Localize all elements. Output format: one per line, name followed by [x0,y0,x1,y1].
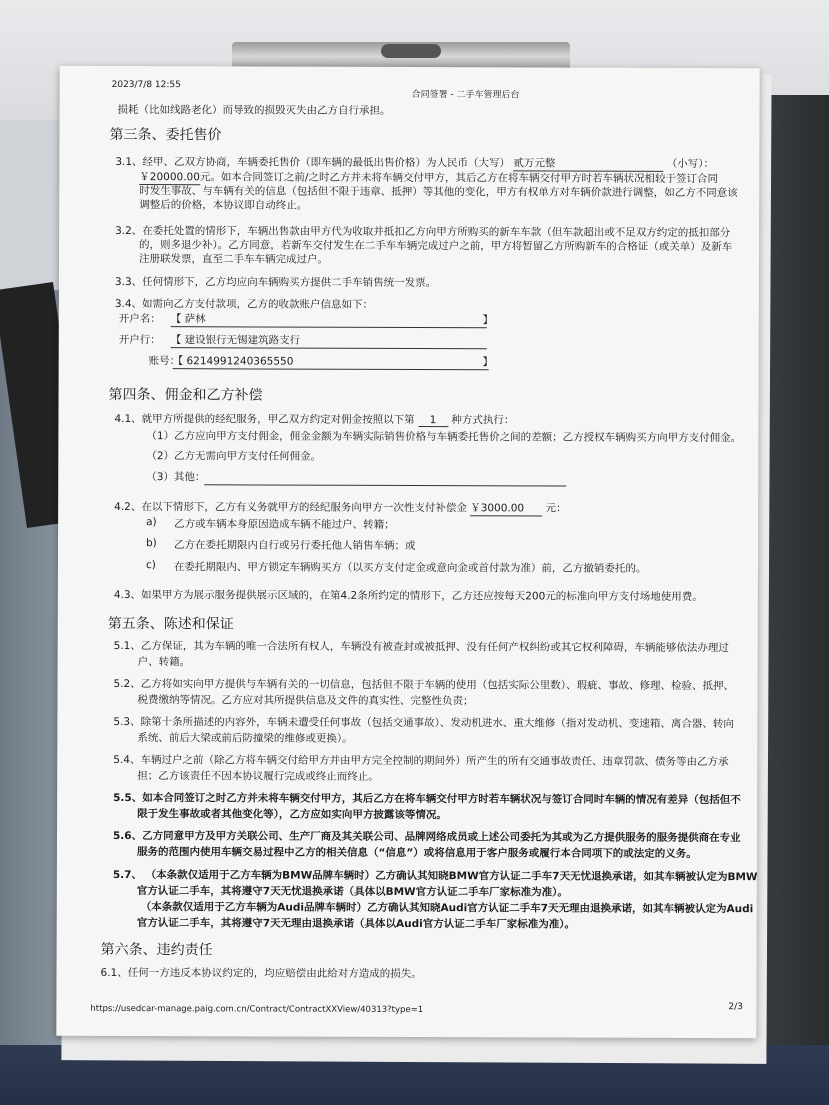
clause-3-1-line: 时发生事故、与车辆有关的信息（包括但不限于违章、抵押）等其他的变化，甲方有权单方对车辆价款进行调整，如乙方不同意该 [139,185,738,200]
contract-page [56,66,759,1038]
section-heading: 第六条、违约责任 [100,941,213,959]
clause-5-7-line: 5.7、 （本条款仅适用于乙方车辆为BMW品牌车辆时）乙方确认其知晓BMW官方认证二手车7天无忧退换承诺，如其车辆被认定为BMW [112,868,758,884]
print-date: 2023/7/8 12:55 [111,79,181,91]
clause-5-1-line: 5.1、乙方保证，其为车辆的唯一合法所有权人，车辆没有被查封或被抵押、没有任何产权纠纷或其它权利障碍，车辆能够依法办理过 [113,639,729,655]
bracket-close: 】 [482,356,494,369]
list-item: 乙方在委托期限内自行或另行委托他人销售车辆；或 [174,539,416,553]
amount-figures: ￥20000.00 [139,171,200,184]
list-marker: a) [146,516,157,529]
clause-3-1-line: 3.1、经甲、乙双方协商，车辆委托售价（即车辆的最低出售价格）为人民币（大写） 贰万元整 （小写）： [115,155,715,171]
clause-5-2-line: 5.2、乙方将如实向甲方提供与车辆有关的一切信息，包括但不限于车辆的使用（包括实际公里数）、瑕疵、事故、修理、检验、抵押、 [113,677,735,693]
clause-3-2-line: 3.2、在委托处置的情形下，车辆出售款由甲方代为收取并抵扣乙方向甲方所购买的新车车款（但车款超出或不足双方约定的抵扣部分 [115,224,731,240]
section-heading: 第三条、委托售价 [109,126,222,144]
account-bank-underline [171,347,487,349]
print-title: 合同签署 - 二手车管理后台 [411,90,520,101]
clipboard-hole [381,44,441,58]
section-heading: 第五条、陈述和保证 [107,615,234,633]
clause-5-4-line: 5.4、车辆过户之前（除乙方将车辆交付给甲方并由甲方完全控制的期间外）所产生的所有交通事故责任、违章罚款、债务等由乙方承 [113,753,729,769]
account-number-label: 账号： [148,355,181,368]
clause-5-7-line: 官方认证二手车，其将遵守7天无理由退换承诺（具体以Audi官方认证二手车厂家标准为准）。 [136,917,576,931]
page-number: 2/3 [728,1002,743,1013]
section-heading: 第四条、佣金和乙方补偿 [108,386,263,404]
clause-3-2-line: 的，则多退少补）。乙方同意，若新车交付发生在二手车车辆完成过户之前，甲方将暂留乙方所购新车的合格证（或关单）及新车 [139,239,733,254]
account-number-underline [173,368,489,370]
clause-5-7-line: 官方认证二手车，其将遵守7天无忧退换承诺（具体以BMW官方认证二手车厂家标准为准）。 [136,885,568,899]
clause-4-3: 4.3、如果甲方为展示服务提供展示区域的，在第4.2条所约定的情形下，乙方还应按每天200元的标准向甲方支付场地使用费。 [113,588,703,604]
account-number: 【 6214991240365550 [172,355,294,368]
account-name: 【 萨林 [170,313,206,326]
list-marker: b) [146,537,157,550]
clause-5-5-line: 5.5、如本合同签订之时乙方并未将车辆交付甲方，其后乙方在将车辆交付甲方时若车辆状况与签订合同时车辆的情况有差异（包括但不 [113,791,741,807]
account-name-label: 开户名： [118,312,161,326]
clause-5-3-line: 系统、前后大梁或前后防撞梁的维修或更换）。 [137,732,353,745]
clause-5-5-line: 限于发生事故或者其他变化等），乙方应如实向甲方披露该等情况。 [137,808,447,822]
clause-5-1-line: 户、转籍。 [137,656,191,669]
account-bank: 【 建设银行无锡建筑路支行 [170,334,301,347]
clause-4-1-line: 4.1、就甲方所提供的经纪服务，甲乙双方约定对佣金按照以下第 1 种方式执行： [114,412,515,427]
clause-6-1: 6.1、任何一方违反本协议约定的，均应赔偿由此给对方造成的损失。 [100,966,422,981]
clause-5-3-line: 5.3、除第十条所描述的内容外，车辆未遭受任何事故（包括交通事故）、发动机进水、重大维修（指对发动机、变速箱、离合器、转向 [113,715,734,731]
clause-3-1-line: 调整后的价格，本协议即自动终止。 [139,199,308,212]
option-line: （1）乙方应向甲方支付佣金，佣金金额为车辆实际销售价格与车辆委托售价之间的差额；乙方授权车辆购买方向甲方支付佣金。 [146,430,742,445]
clause-5-4-line: 担；乙方该责任不因本协议履行完成或终止而终止。 [137,770,379,783]
option-other-underline [204,484,566,486]
clause-3-1-line: ￥20000.00元。如本合同签订之前/之时乙方并未将车辆交付甲方，其后乙方在将车辆交付甲方时若车辆状况相较于签订合同 [139,171,718,186]
clause-5-6-line: 服务的范围内使用车辆交易过程中乙方的相关信息（“信息”）或将信息用于客户服务或履行本合同项下的或法定的义务。 [136,846,697,861]
account-name-underline [171,326,487,328]
text-line: 损耗（比如线路老化）而导致的损毁灭失由乙方自行承担。 [117,103,391,117]
list-item: 乙方或车辆本身原因造成车辆不能过户、转籍； [174,518,395,531]
list-marker: c) [145,559,156,572]
compensation-amount: ￥3000.00 [470,500,542,516]
clause-4-2-line: 4.2、在以下情形下，乙方有义务就甲方的经纪服务向甲方一次性支付补偿金 ￥3000.00 元： [114,500,567,515]
bracket-close: 】 [482,314,494,327]
clause-5-7-line: （本条款仅适用于乙方车辆为Audi品牌车辆时）乙方确认其知晓Audi官方认证二手车7天无理由退换承诺，如其车辆被认定为Audi [140,901,754,916]
amount-words: 贰万元整 [513,155,663,172]
clause-5-6-line: 5.6、乙方同意甲方及甲方关联公司、生产厂商及其关联公司、品牌网络成员或上述公司委托为其或为乙方提供服务的服务提供商在专业 [112,829,741,845]
clause-3-2-line: 注册联发票，直至二手车车辆完成过户。 [138,253,329,266]
option-line: （3）其他： [146,471,206,484]
clause-3-3: 3.3、任何情形下，乙方均应向车辆购买方提供二手车销售统一发票。 [114,275,437,290]
commission-option: 1 [418,414,448,427]
option-line: （2）乙方无需向甲方支付任何佣金。 [146,450,322,463]
clause-5-2-line: 税费缴纳等情况。乙方应对其所提供信息及文件的真实性、完整性负责； [137,694,474,708]
print-url: https://usedcar-manage.paig.com.cn/Contract/ContractXXView/40313?type=1 [90,1003,424,1016]
clause-3-4: 3.4、如需向乙方支付款项，乙方的收款账户信息如下： [114,297,374,311]
account-bank-label: 开户行： [118,333,161,347]
list-item: 在委托期限内、甲方锁定车辆购买方（以买方支付定金或意向金或首付款为准）前，乙方撤销委托的。 [173,561,647,575]
